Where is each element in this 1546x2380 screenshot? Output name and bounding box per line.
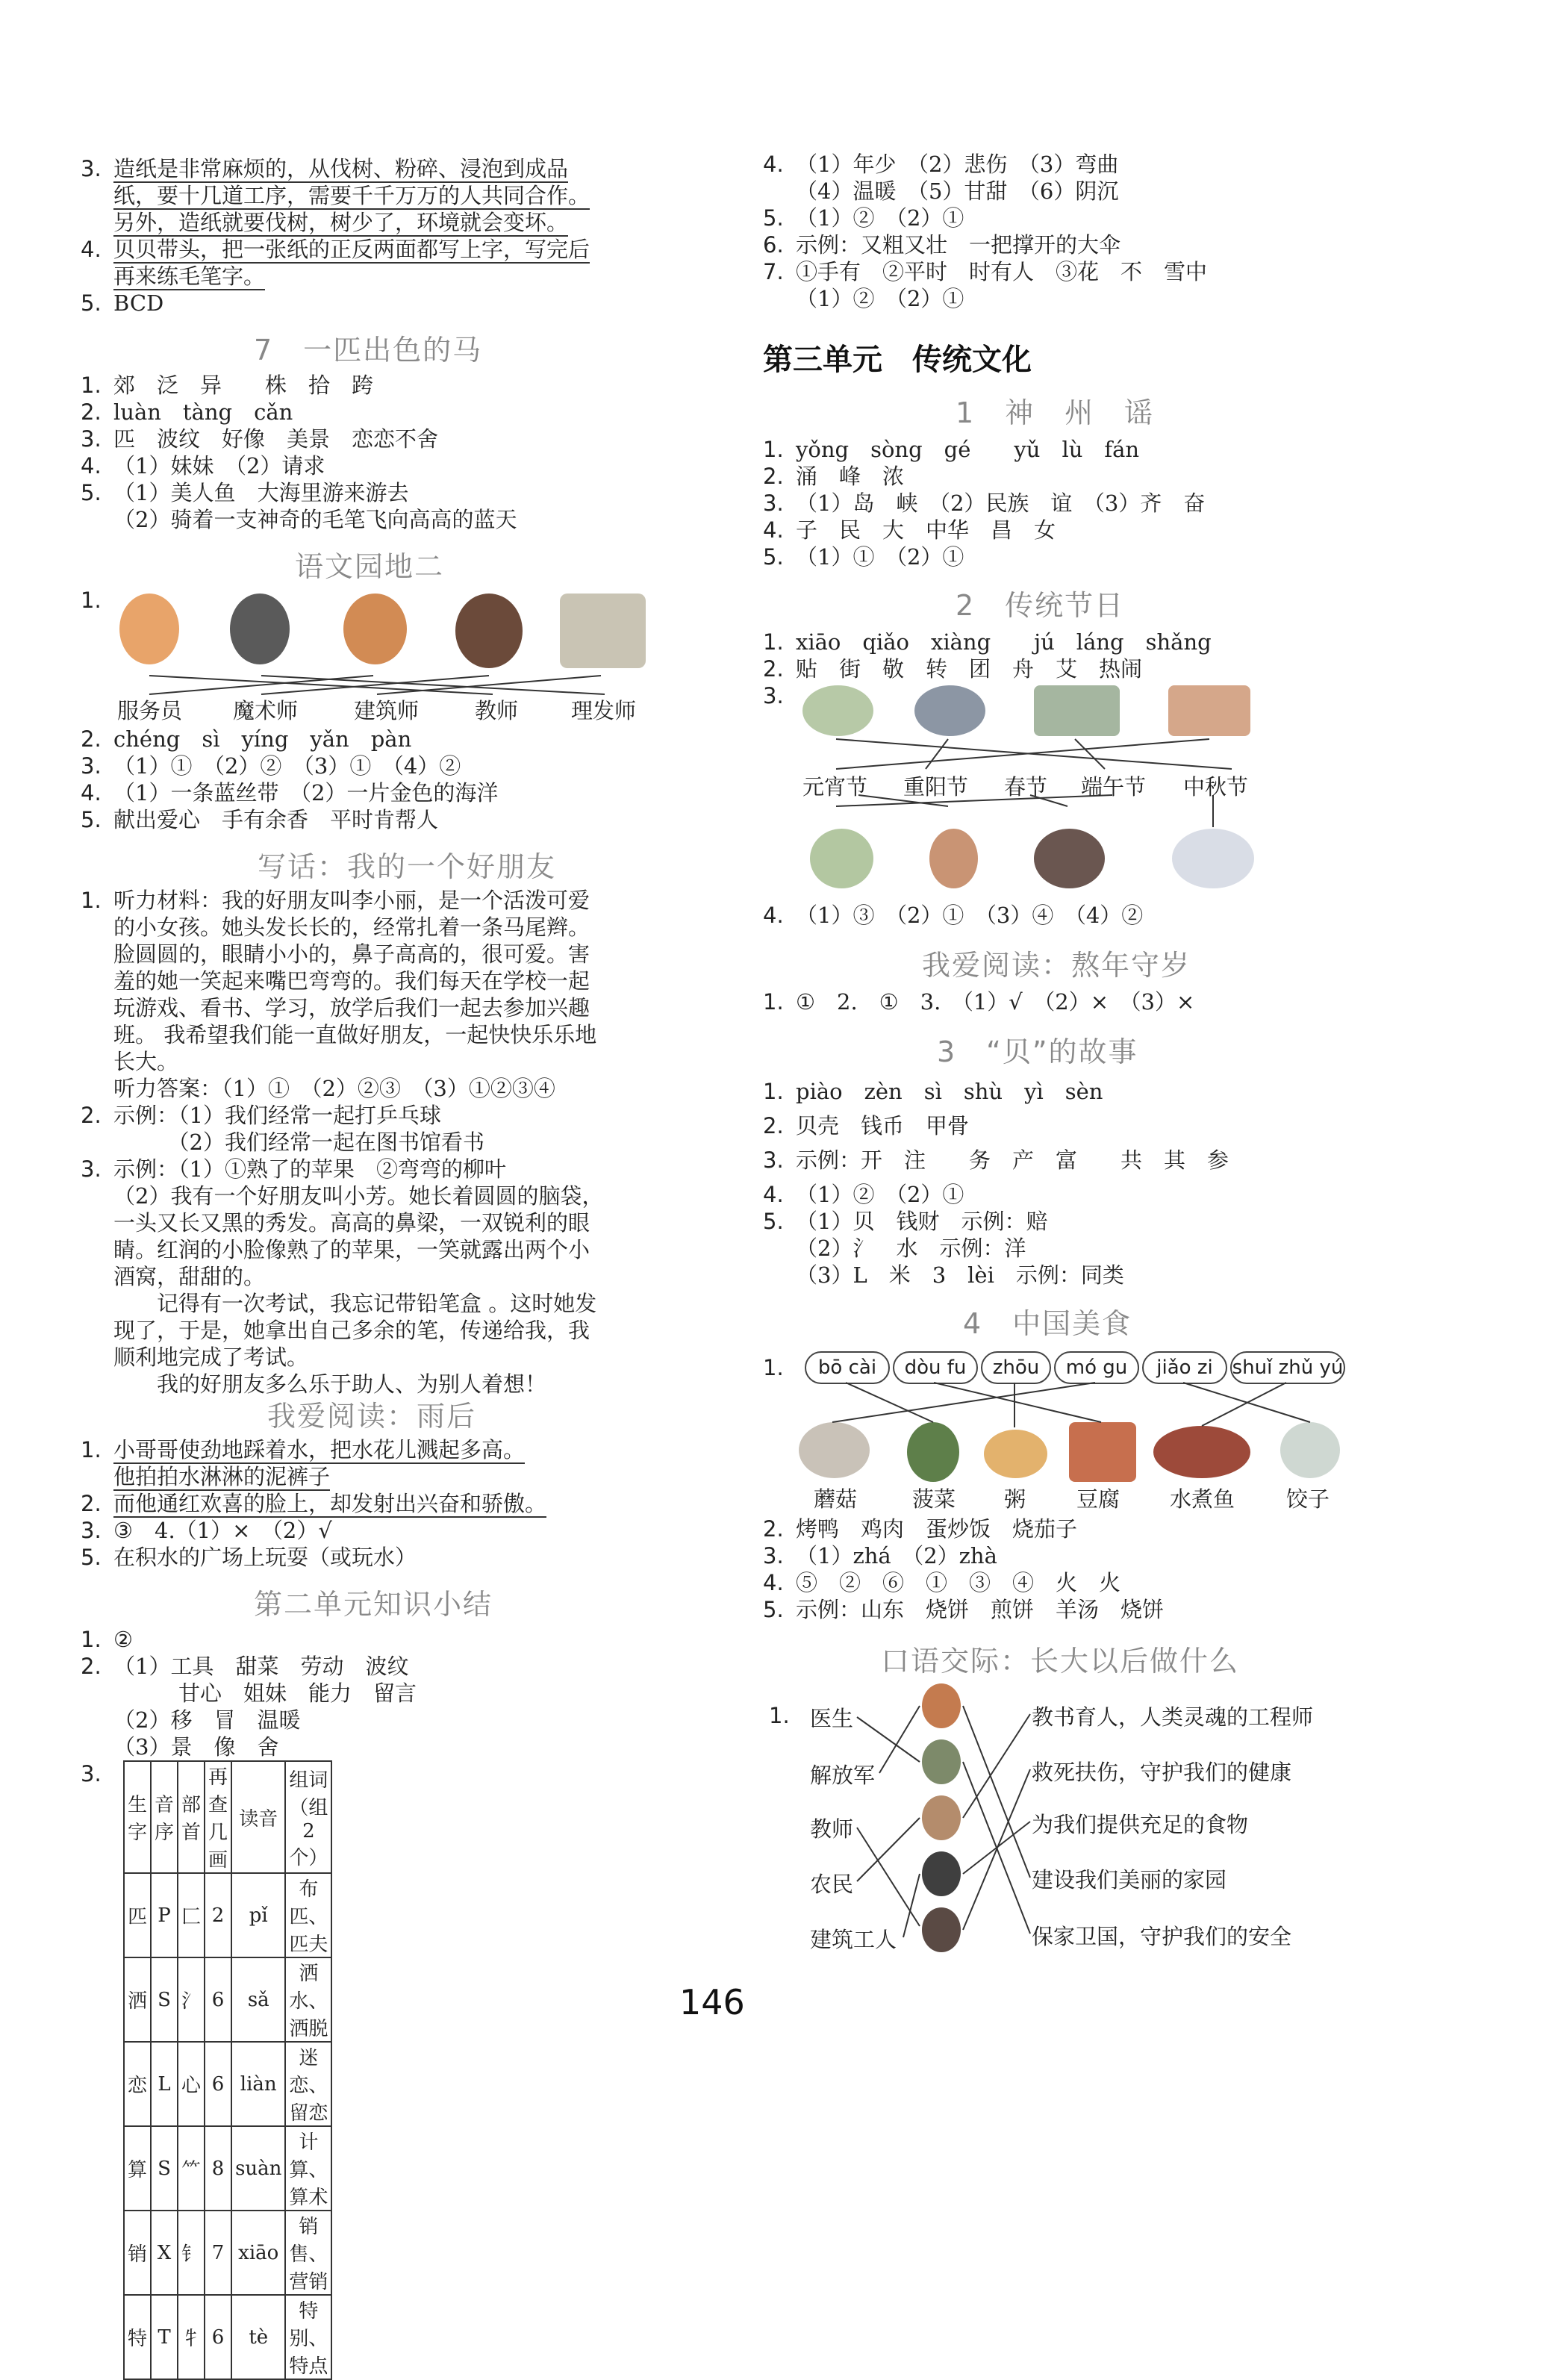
table-cell: 7 xyxy=(205,2211,231,2295)
question-number: 3. xyxy=(763,683,784,708)
pinyin-box: mó gu xyxy=(1054,1351,1139,1384)
answer-line: （2）氵 水 示例：洋 xyxy=(796,1236,1026,1261)
pinyin-box: bō cài xyxy=(805,1351,890,1384)
question-number: 1. xyxy=(769,1703,790,1728)
answer-line: 玩游戏、看书、学习，放学后我们一起去参加兴趣 xyxy=(113,995,590,1021)
table-cell: 特 xyxy=(124,2295,151,2379)
answer-line: 酒窝，甜甜的。 xyxy=(113,1264,266,1289)
food-label: 菠菜 xyxy=(912,1486,956,1512)
answer-line: 2. 示例：（1）我们经常一起打乒乓球 xyxy=(81,1103,441,1128)
answer-line: 再来练毛笔字。 xyxy=(113,264,266,289)
section-title-oral: 口语交际：长大以后做什么 xyxy=(881,1645,1240,1677)
table-cell: L xyxy=(151,2042,178,2126)
section-title-xiehua: 写话：我的一个好朋友 xyxy=(258,850,557,883)
answer-line: 5. 示例：山东 烧饼 煎饼 羊汤 烧饼 xyxy=(763,1597,1165,1622)
section-title-bei: 3 “贝”的故事 xyxy=(937,1035,1138,1068)
answer-line: 1. 郊 泛 异 株 拾 跨 xyxy=(81,373,374,398)
festival-label: 端午节 xyxy=(1081,774,1147,800)
answer-line: 3. 示例：开 注 务 产 富 共 其 参 xyxy=(763,1147,1229,1173)
table-row xyxy=(124,2211,331,2295)
table-cell: 氵 xyxy=(178,1957,205,2042)
occupation-label: 建筑工人 xyxy=(810,1927,897,1952)
answer-line: 4. （1）② （2）① xyxy=(763,1182,964,1207)
answer-line: 的小女孩。她头发长长的，经常扎着一条马尾辫。 xyxy=(113,915,590,940)
answer-line: 脸圆圆的，眼睛小小的，鼻子高高的，很可爱。害 xyxy=(113,941,590,967)
answer-line: 5. BCD xyxy=(81,290,164,316)
job-label: 魔术师 xyxy=(233,698,299,723)
festival-label: 元宵节 xyxy=(802,774,868,800)
answer-line: （2）骑着一支神奇的毛笔飞向高高的蓝天 xyxy=(113,507,517,532)
unit-title: 第三单元 传统文化 xyxy=(763,343,1032,377)
answer-line: 2. 涌 峰 浓 xyxy=(763,464,905,489)
table-cell: 心 xyxy=(178,2042,205,2126)
table-cell: suàn xyxy=(231,2126,285,2211)
answer-line: 2. 贴 街 敬 转 团 舟 艾 热闹 xyxy=(763,656,1143,682)
answer-line: 2. 烤鸭 鸡肉 蛋炒饭 烧茄子 xyxy=(763,1516,1078,1542)
table-cell: sǎ xyxy=(231,1957,285,2042)
answer-line: 听力答案：（1）① （2）②③ （3）①②③④ xyxy=(113,1076,555,1101)
table-header-cell: 生字 xyxy=(124,1761,151,1873)
occupation-label: 教师 xyxy=(810,1816,854,1842)
table-cell: 迷恋、留恋 xyxy=(285,2042,331,2126)
answer-line: 4. 贝贝带头，把一张纸的正反两面都写上字，写完后 xyxy=(81,237,590,262)
food-label: 蘑菇 xyxy=(814,1486,858,1512)
table-cell: S xyxy=(151,2126,178,2211)
answer-line: 3. ③ 4.（1）× （2）√ xyxy=(81,1518,332,1543)
answer-line: 现了，于是，她拿出自己多余的笔，传递给我，我 xyxy=(113,1318,590,1343)
answer-line: 1. 小哥哥使劲地踩着水，把水花儿溅起多高。 xyxy=(81,1437,526,1462)
answer-line: 记得有一次考试，我忘记带铅笔盒 。这时她发 xyxy=(113,1291,597,1316)
answer-line: 2. 贝壳 钱币 甲骨 xyxy=(763,1113,970,1138)
table-header-cell: 读音 xyxy=(231,1761,285,1873)
answer-line: 2. 而他通红欢喜的脸上，却发射出兴奋和骄傲。 xyxy=(81,1491,547,1516)
occupation-label: 解放军 xyxy=(810,1763,876,1788)
table-cell: 6 xyxy=(205,2042,231,2126)
question-number: 3. xyxy=(81,1761,102,1786)
table-cell: 销 xyxy=(124,2211,151,2295)
table-cell: liàn xyxy=(231,2042,285,2126)
duty-label: 为我们提供充足的食物 xyxy=(1032,1812,1249,1837)
table-cell: 6 xyxy=(205,1957,231,2042)
festival-label: 春节 xyxy=(1004,774,1048,800)
answer-line: 睛。红润的小脸像熟了的苹果，一笑就露出两个小 xyxy=(113,1237,590,1262)
section-title-shenzhouyao: 1 神 州 谣 xyxy=(956,396,1155,429)
job-label: 建筑师 xyxy=(354,698,420,723)
pinyin-box: jiǎo zi xyxy=(1142,1351,1227,1384)
table-cell: 特别、特点 xyxy=(285,2295,331,2379)
answer-line: 5. （1）贝 钱财 示例：赔 xyxy=(763,1209,1048,1234)
question-number: 1. xyxy=(81,588,102,613)
table-cell: 恋 xyxy=(124,2042,151,2126)
occupation-label: 农民 xyxy=(810,1872,854,1897)
occupation-label: 医生 xyxy=(810,1706,854,1731)
section-title-yuhou: 我爱阅读：雨后 xyxy=(267,1400,477,1433)
answer-line: 3. 匹 波纹 好像 美景 恋恋不舍 xyxy=(81,426,439,452)
page-number: 146 xyxy=(679,1982,745,2022)
answer-line: 3. （1）岛 峡 （2）民族 谊 （3）齐 奋 xyxy=(763,490,1206,516)
festival-label: 重阳节 xyxy=(903,774,969,800)
table-cell: 2 xyxy=(205,1873,231,1957)
table-cell: 8 xyxy=(205,2126,231,2211)
answer-line: 3. （1）① （2）② （3）① （4）② xyxy=(81,753,461,779)
answer-line: 4. （1）③ （2）① （3）④ （4）② xyxy=(763,903,1144,928)
answer-line: （1）② （2）① xyxy=(796,286,964,311)
section-title-summary: 第二单元知识小结 xyxy=(254,1588,493,1621)
table-cell: T xyxy=(151,2295,178,2379)
table-cell: tè xyxy=(231,2295,285,2379)
answer-line: 4. （1）一条蓝丝带 （2）一片金色的海洋 xyxy=(81,780,499,806)
answer-line: 4. （1）妹妹 （2）请求 xyxy=(81,453,325,479)
answer-line: 长大。 xyxy=(113,1049,179,1074)
answer-line: 6. 示例：又粗又壮 一把撑开的大伞 xyxy=(763,232,1121,258)
table-cell: 匚 xyxy=(178,1873,205,1957)
answer-line: 1. xiāo qiǎo xiàng jú láng shǎng xyxy=(763,629,1212,655)
answer-line: 顺利地完成了考试。 xyxy=(113,1345,309,1370)
answer-line: 甘心 姐妹 能力 留言 xyxy=(113,1680,417,1706)
answer-line: （2）我们经常一起在图书馆看书 xyxy=(113,1130,484,1155)
food-label: 豆腐 xyxy=(1076,1486,1120,1512)
table-cell: X xyxy=(151,2211,178,2295)
duty-label: 建设我们美丽的家园 xyxy=(1032,1867,1227,1893)
answer-line: 7. ①手有 ②平时 时有人 ③花 不 雪中 xyxy=(763,259,1208,284)
table-header-cell: 部首 xyxy=(178,1761,205,1873)
job-label: 服务员 xyxy=(117,698,183,723)
answer-line: 羞的她一笑起来嘴巴弯弯的。我们每天在学校一起 xyxy=(113,968,590,994)
table-cell: 销售、营销 xyxy=(285,2211,331,2295)
answer-line: 5. 在积水的广场上玩耍（或玩水） xyxy=(81,1545,417,1570)
answer-line: 纸，要十几道工序，需要千千万万的人共同合作。 xyxy=(113,183,590,208)
table-cell: 洒水、洒脱 xyxy=(285,1957,331,2042)
section-title-7: 7 一匹出色的马 xyxy=(254,334,483,367)
table-cell: 布匹、匹夫 xyxy=(285,1873,331,1957)
answer-line: 1. yǒng sòng gé yǔ lù fán xyxy=(763,437,1140,462)
section-title-festivals: 2 传统节日 xyxy=(956,589,1125,622)
answer-line: 另外，造纸就要伐树，树少了，环境就会变坏。 xyxy=(113,210,569,235)
pinyin-box: dòu fu xyxy=(893,1351,978,1384)
duty-label: 救死扶伤，守护我们的健康 xyxy=(1032,1760,1292,1785)
section-title-aonian: 我爱阅读：熬年守岁 xyxy=(922,949,1191,982)
table-cell: 计算、算术 xyxy=(285,2126,331,2211)
duty-label: 保家卫国，守护我们的安全 xyxy=(1032,1924,1292,1949)
question-number: 1. xyxy=(763,1355,784,1380)
answer-line: 2. chéng sì yíng yǎn pàn xyxy=(81,726,412,752)
answer-line: （2）移 冒 温暖 xyxy=(113,1707,301,1733)
section-title-ywyd: 语文园地二 xyxy=(295,550,445,583)
answer-line: （3）L 米 3 lèi 示例：同类 xyxy=(796,1262,1124,1288)
pinyin-box: zhōu xyxy=(981,1351,1051,1384)
pinyin-box: shuǐ zhǔ yú xyxy=(1230,1351,1345,1384)
answer-line: 3. 造纸是非常麻烦的，从伐树、粉碎、浸泡到成品 xyxy=(81,156,569,181)
table-cell: xiāo xyxy=(231,2211,285,2295)
table-header-cell: 组词（组2个） xyxy=(285,1761,331,1873)
job-label: 理发师 xyxy=(571,698,637,723)
food-label: 饺子 xyxy=(1286,1486,1330,1512)
answer-line: 4. ⑤ ② ⑥ ① ③ ④ 火 火 xyxy=(763,1570,1121,1595)
answer-line: 1. piào zèn sì shù yì sèn xyxy=(763,1079,1103,1104)
table-cell: S xyxy=(151,1957,178,2042)
answer-line: （3）景 像 舍 xyxy=(113,1734,279,1760)
food-label: 水煮鱼 xyxy=(1170,1486,1235,1512)
answer-line: （4）温暖 （5）甘甜 （6）阴沉 xyxy=(796,178,1119,204)
table-header-cell: 再查几画 xyxy=(205,1761,231,1873)
answer-line: 他拍拍水淋淋的泥裤子 xyxy=(113,1464,331,1489)
answer-line: 5. （1）美人鱼 大海里游来游去 xyxy=(81,480,409,505)
answer-line: 5. （1）② （2）① xyxy=(763,205,964,231)
job-label: 教师 xyxy=(475,698,519,723)
table-cell: 洒 xyxy=(124,1957,151,2042)
answer-line: 一头又长又黑的秀发。高高的鼻梁，一双锐利的眼 xyxy=(113,1210,590,1236)
table-cell: ⺮ xyxy=(178,2126,205,2211)
section-title-food: 4 中国美食 xyxy=(963,1307,1132,1340)
food-label: 粥 xyxy=(1004,1486,1026,1512)
table-cell: 匹 xyxy=(124,1873,151,1957)
table-cell: P xyxy=(151,1873,178,1957)
table-cell: pǐ xyxy=(231,1873,285,1957)
table-cell: 钅 xyxy=(178,2211,205,2295)
answer-line: 1. ① 2. ① 3. （1）√ （2）× （3）× xyxy=(763,989,1195,1015)
answer-line: 3. 示例：（1）①熟了的苹果 ②弯弯的柳叶 xyxy=(81,1156,506,1182)
answer-line: （2）我有一个好朋友叫小芳。她长着圆圆的脑袋， xyxy=(113,1183,604,1209)
festival-label: 中秋节 xyxy=(1183,774,1249,800)
answer-line: 4. （1）年少 （2）悲伤 （3）弯曲 xyxy=(763,152,1119,177)
answer-line: 3. （1）zhá （2）zhà xyxy=(763,1543,997,1569)
answer-line: 1. 听力材料：我的好朋友叫李小丽，是一个活泼可爱 xyxy=(81,888,590,913)
table-row xyxy=(124,2295,331,2379)
answer-line: 2. （1）工具 甜菜 劳动 波纹 xyxy=(81,1654,409,1679)
answer-line: 5. 献出爱心 手有余香 平时肯帮人 xyxy=(81,807,439,832)
answer-line: 4. 子 民 大 中华 昌 女 xyxy=(763,517,1056,543)
duty-label: 教书育人，人类灵魂的工程师 xyxy=(1032,1704,1314,1730)
table-cell: 算 xyxy=(124,2126,151,2211)
answer-line: 我的好朋友多么乐于助人、为别人着想！ xyxy=(113,1371,547,1397)
table-cell: 6 xyxy=(205,2295,231,2379)
answer-line: 5. （1）① （2）① xyxy=(763,544,964,570)
answer-line: 1. ② xyxy=(81,1627,133,1652)
table-cell: 牜 xyxy=(178,2295,205,2379)
answer-line: 2. luàn tàng cǎn xyxy=(81,399,293,425)
table-header-cell: 音序 xyxy=(151,1761,178,1873)
answer-line: 班。 我希望我们能一直做好朋友，一起快快乐乐地 xyxy=(113,1022,597,1047)
